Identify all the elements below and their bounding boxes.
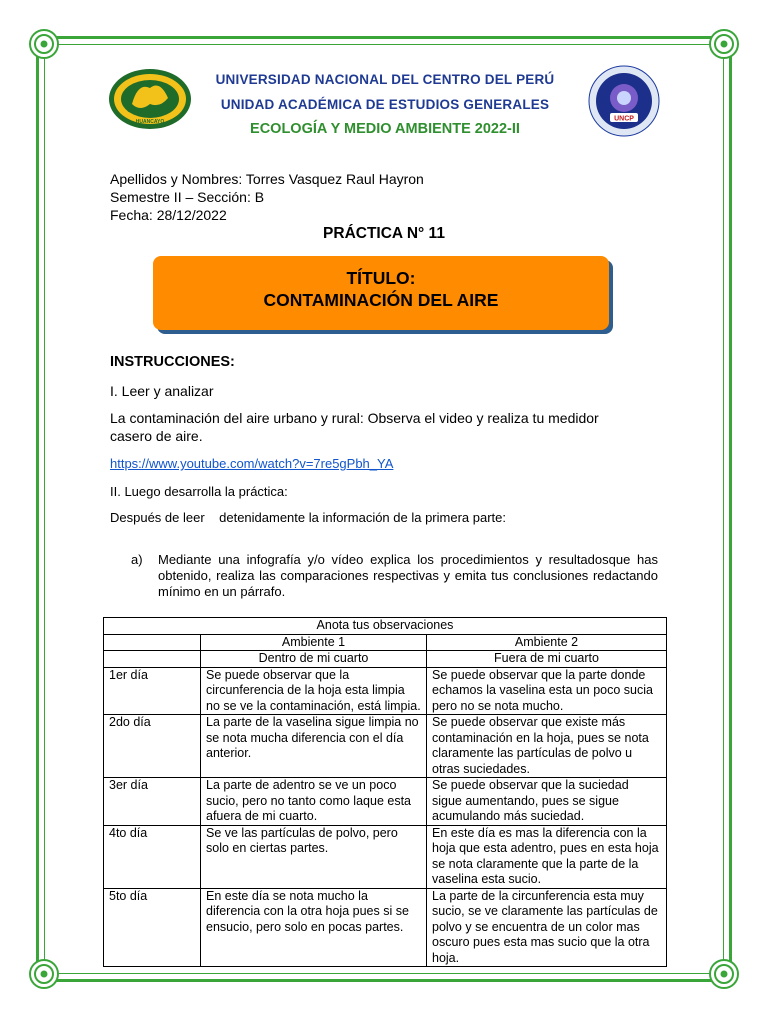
video-link[interactable]: https://www.youtube.com/watch?v=7re5gPbh_YA xyxy=(110,456,394,471)
title-box xyxy=(153,256,609,330)
table-row xyxy=(104,825,667,888)
day-cell: 2do día xyxy=(104,715,201,778)
table-row xyxy=(104,888,667,967)
corner-ornament-icon xyxy=(707,957,741,991)
day-cell: 5to día xyxy=(104,888,201,967)
student-semester: Semestre II – Sección: B xyxy=(110,189,265,205)
corner-ornament-icon xyxy=(27,27,61,61)
instruction-paragraph-line-2: casero de aire. xyxy=(110,428,203,444)
instructions-heading: INSTRUCCIONES: xyxy=(110,354,235,370)
academic-unit-name: UNIDAD ACADÉMICA DE ESTUDIOS GENERALES xyxy=(220,97,550,112)
table-header-ambiente-2: Ambiente 2 xyxy=(427,634,667,651)
title-topic: CONTAMINACIÓN DEL AIRE xyxy=(263,290,499,310)
student-name: Apellidos y Nombres: Torres Vasquez Raul Hayron xyxy=(110,171,424,187)
item-a-label: a) xyxy=(131,552,143,567)
ambiente-2-cell: En este día es mas la diferencia con la hoja que esta adentro, pues en esta hoja se nota claramente que la parte de la vaselina esta sucio. xyxy=(427,825,667,888)
submission-date: Fecha: 28/12/2022 xyxy=(110,207,227,223)
logo-right-caption: UNCP xyxy=(614,115,634,123)
table-row xyxy=(104,715,667,778)
logo-left-caption: HUANCAYO xyxy=(135,119,165,125)
ambiente-2-cell: Se puede observar que la parte donde echamos la vaselina esta un poco sucia pero no se nota mucho. xyxy=(427,667,667,715)
table-row xyxy=(104,778,667,826)
table-header-empty xyxy=(104,634,201,651)
university-name: UNIVERSIDAD NACIONAL DEL CENTRO DEL PERÚ xyxy=(215,72,555,87)
day-cell: 1er día xyxy=(104,667,201,715)
table-title-row xyxy=(104,618,667,635)
instruction-step-1: I. Leer y analizar xyxy=(110,383,214,399)
table-title: Anota tus observaciones xyxy=(104,618,667,635)
instruction-paragraph-line-1: La contaminación del aire urbano y rural: Observa el video y realiza tu medidor xyxy=(110,410,599,426)
ambiente-1-cell: La parte de la vaselina sigue limpia no se nota mucha diferencia con el día anterior. xyxy=(201,715,427,778)
item-a-text: Mediante una infografía y/o vídeo explica los procedimientos y resultadosque has obtenido, realiza las comparaciones respectivas y emita tus conclusiones redactando mínimo en un párrafo. xyxy=(158,552,658,599)
table-subheader-outside: Fuera de mi cuarto xyxy=(427,651,667,668)
day-cell: 4to día xyxy=(104,825,201,888)
practice-number: PRÁCTICA N° 11 xyxy=(323,225,445,242)
ambiente-1-cell: Se ve las partículas de polvo, pero solo en ciertas partes. xyxy=(201,825,427,888)
ambiente-1-cell: La parte de adentro se ve un poco sucio, pero no tanto como laque esta afuera de mi cuarto. xyxy=(201,778,427,826)
ambiente-1-cell: Se puede observar que la circunferencia de la hoja esta limpia no se ve la contaminación, está limpia. xyxy=(201,667,427,715)
instruction-step-2: II. Luego desarrolla la práctica: xyxy=(110,484,288,499)
title-label: TÍTULO: xyxy=(346,268,416,288)
table-subheader-inside: Dentro de mi cuarto xyxy=(201,651,427,668)
day-cell: 3er día xyxy=(104,778,201,826)
ambiente-2-cell: Se puede observar que existe más contaminación en la hoja, pues se nota claramente las partículas de polvo u otras suciedades. xyxy=(427,715,667,778)
after-reading-text: Después de leer detenidamente la información de la primera parte: xyxy=(110,510,506,525)
table-subheader-empty xyxy=(104,651,201,668)
course-name: ECOLOGÍA Y MEDIO AMBIENTE 2022-II xyxy=(250,121,520,137)
table-header-ambiente-1: Ambiente 1 xyxy=(201,634,427,651)
table-subheader-row xyxy=(104,651,667,668)
table-header-row xyxy=(104,634,667,651)
corner-ornament-icon xyxy=(707,27,741,61)
corner-ornament-icon xyxy=(27,957,61,991)
ambiente-2-cell: La parte de la circunferencia esta muy sucio, se ve claramente las partículas de polvo y se encuentra de un color mas oscuro pues esta mas sucio que la otra hoja. xyxy=(427,888,667,967)
ambiente-1-cell: En este día se nota mucho la diferencia con la otra hoja pues si se ensucio, pero solo en pocas partes. xyxy=(201,888,427,967)
table-row xyxy=(104,667,667,715)
observations-table xyxy=(103,617,667,967)
ambiente-2-cell: Se puede observar que la suciedad sigue aumentando, pues se sigue acumulando más suciedad. xyxy=(427,778,667,826)
